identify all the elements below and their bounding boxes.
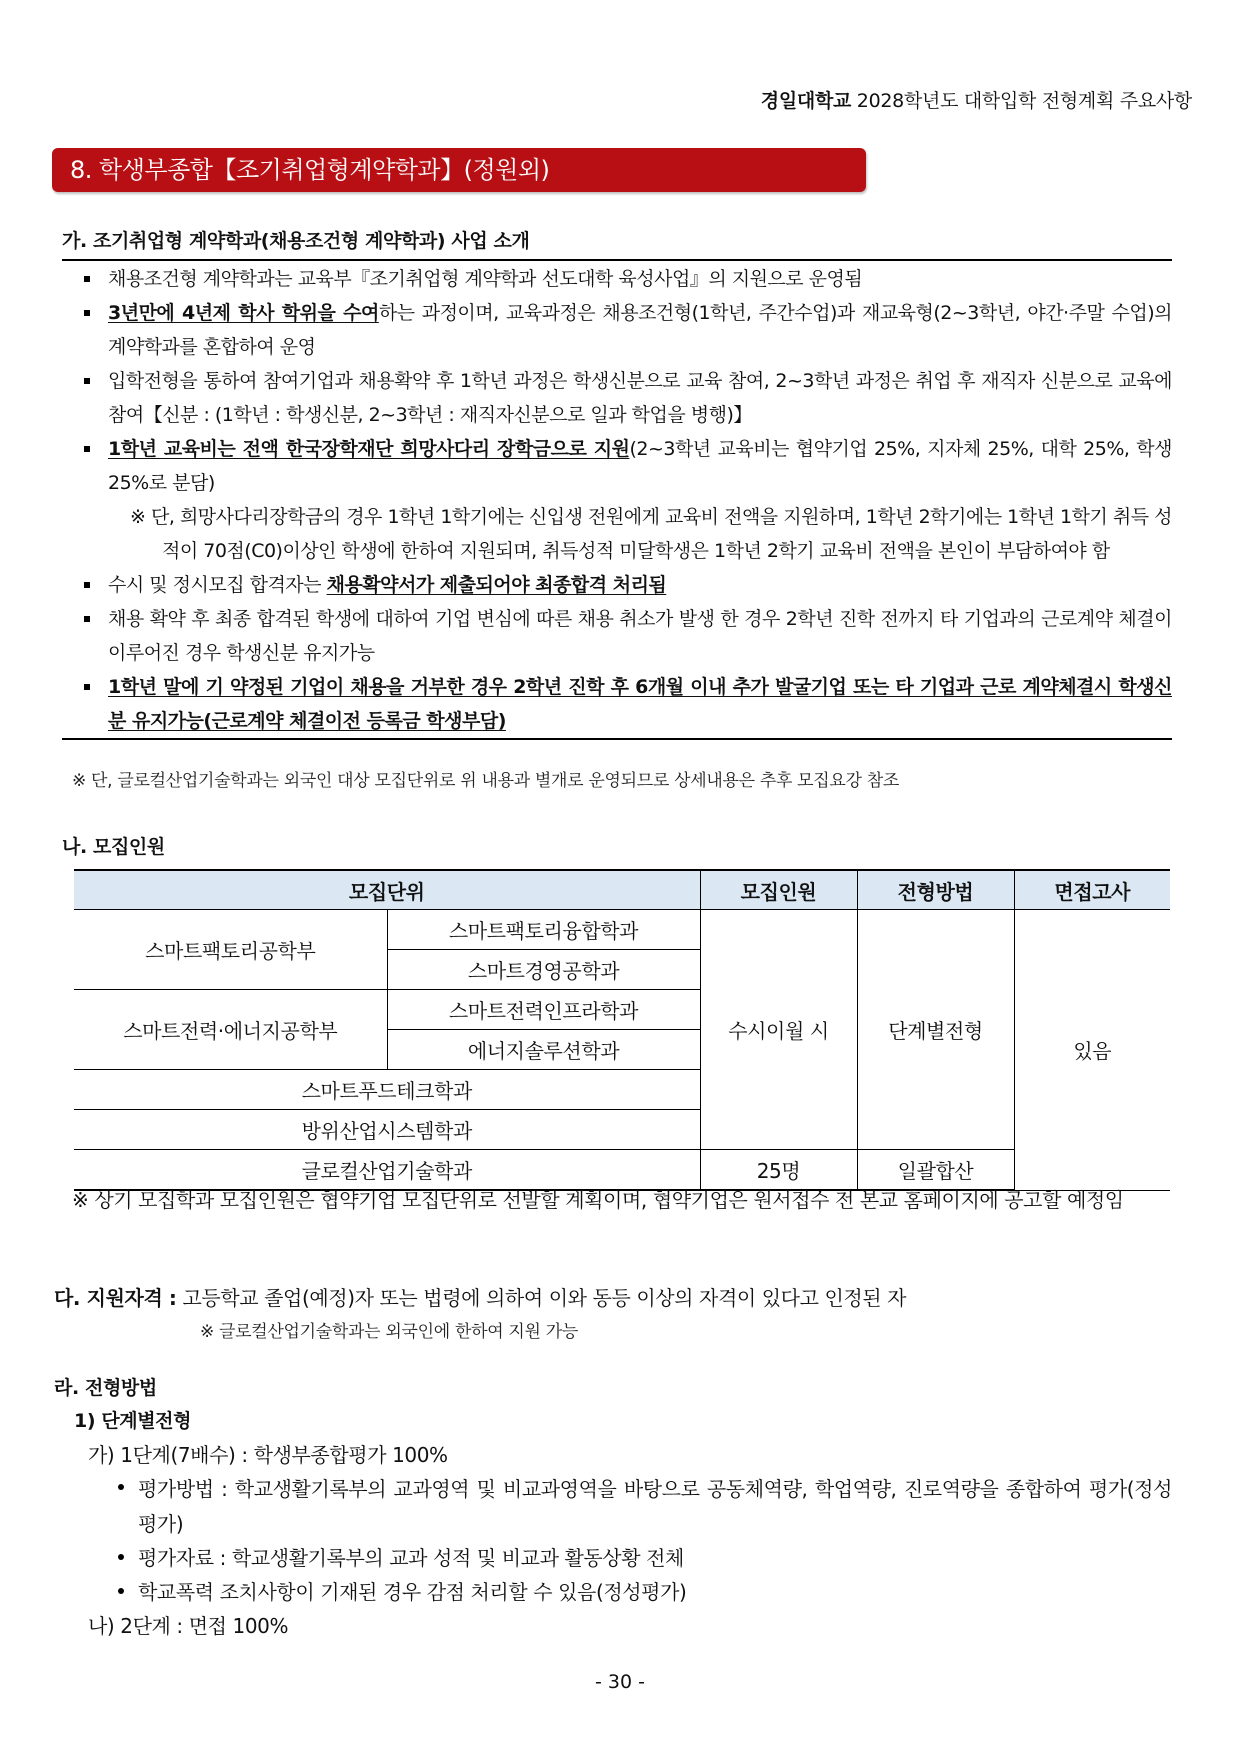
col-header-interview: 면접고사 [1014,870,1170,910]
square-bullet-icon [84,446,90,452]
bullet-text: 수시 및 정시모집 합격자는 [108,574,327,596]
qualification-text: 고등학교 졸업(예정)자 또는 법령에 의하여 이와 동등 이상의 자격이 있다고 인정된 자 [176,1286,907,1310]
bullet-text: 채용조건형 계약학과는 교육부『조기취업형 계약학과 선도대학 육성사업』의 지원으로 운영됨 [108,268,863,290]
col-header-unit: 모집단위 [74,870,700,910]
recruitment-table [74,869,1170,1191]
table-header-row [74,870,1170,910]
intro-bullet-5 [62,568,1172,602]
stage-2-line: 나) 2단계 : 면접 100% [88,1614,289,1638]
bullet-highlight: 3년만에 4년제 학사 학위을 수여 [108,302,379,324]
qualification-line [54,1282,906,1311]
qualification-label: 다. 지원자격 : [54,1286,177,1310]
col-header-method: 전형방법 [857,870,1014,910]
intro-bullet-6 [62,602,1172,670]
bullet-text: 채용 확약 후 최종 합격된 학생에 대하여 기업 변심에 따른 채용 취소가 발생 한 경우 2학년 진학 전까지 타 기업과의 근로계약 체결이 이루어진 경우 학생신분 유지가능 [108,608,1172,664]
section-a-heading: 가. 조기취업형 계약학과(채용조건형 계약학과) 사업 소개 [62,230,530,252]
bullet-highlight: 채용확약서가 제출되어야 최종합격 처리됨 [326,574,667,596]
intro-bullet-2 [62,296,1172,364]
violence-item [138,1576,686,1605]
dot-bullet-icon [118,1554,124,1560]
bullet-text: 입학전형을 통하여 참여기업과 채용확약 후 1학년 과정은 학생신분으로 교육 참여, 2~3학년 과정은 취업 후 재직자 신분으로 교육에 참여【신분 : (1학년 : 학생신분, 2~3학년 : 재직자신분으로 일과 학업을 병행)】 [108,370,1172,426]
cell-count: 25명 [700,1150,857,1191]
running-header [761,86,1192,113]
cell-department: 에너지솔루션학과 [387,1030,700,1070]
cell-interview: 있음 [1014,910,1170,1191]
bullet-highlight: 1학년 교육비는 전액 한국장학재단 희망사다리 장학금으로 지원 [108,438,630,460]
qualification-note: ※ 글로컬산업기술학과는 외국인에 한하여 지원 가능 [200,1322,579,1342]
cell-method: 일괄합산 [857,1150,1014,1191]
square-bullet-icon [84,310,90,316]
square-bullet-icon [84,582,90,588]
cell-method: 단계별전형 [857,910,1014,1150]
intro-box [62,259,1172,740]
table-row [74,910,1170,950]
stage-1-line: 가) 1단계(7배수) : 학생부종합평가 100% [88,1443,448,1467]
cell-department: 글로컬산업기술학과 [74,1150,700,1191]
eval-method-item [138,1472,1172,1542]
table-note: ※ 상기 모집학과 모집인원은 협약기업 모집단위로 선발할 계획이며, 협약기업은 원서접수 전 본교 홈페이지에 공고할 예정임 [72,1188,1124,1212]
header-title: 2028학년도 대학입학 전형계획 주요사항 [851,90,1192,112]
bullet-text: (2~3학년 교육비는 협약기업 25%, 지자체 25%, 대학 25%, 학생 25%로 분담) [108,438,1173,494]
intro-bullet-1 [62,262,1172,296]
cell-department: 스마트푸드테크학과 [74,1070,700,1110]
eval-material-item [138,1542,684,1571]
cell-faculty: 스마트전력·에너지공학부 [74,990,387,1070]
dot-bullet-icon [118,1484,124,1490]
stepwise-heading: 1) 단계별전형 [74,1410,192,1432]
scholarship-note: ※ 단, 희망사다리장학금의 경우 1학년 1학기에는 신입생 전원에게 교육비 전액을 지원하며, 1학년 2학기에는 1학년 1학기 취득 성적이 70점(C0)이상인 학생에 한하여 지원되며, 취득성적 미달학생은 1학년 2학기 교육비 전액을 본인이 부담하여야 함 [130,506,1172,562]
square-bullet-icon [84,276,90,282]
intro-bullet-3 [62,364,1172,432]
cell-faculty: 스마트팩토리공학부 [74,910,387,990]
header-school: 경일대학교 [760,90,852,112]
global-dept-note: ※ 단, 글로컬산업기술학과는 외국인 대상 모집단위로 위 내용과 별개로 운영되므로 상세내용은 추후 모집요강 참조 [72,771,900,791]
intro-bullet-4 [62,432,1172,500]
section-banner: 8. 학생부종합【조기취업형계약학과】(정원외) [52,148,866,192]
section-d-heading: 라. 전형방법 [54,1377,157,1399]
cell-department: 방위산업시스템학과 [74,1110,700,1150]
cell-department: 스마트전력인프라학과 [387,990,700,1030]
section-b-heading: 나. 모집인원 [62,836,165,858]
violence-text: 학교폭력 조치사항이 기재된 경우 감점 처리할 수 있음(정성평가) [138,1580,687,1604]
cell-count: 수시이월 시 [700,910,857,1150]
col-header-count: 모집인원 [700,870,857,910]
cell-department: 스마트경영공학과 [387,950,700,990]
cell-department: 스마트팩토리융합학과 [387,910,700,950]
bullet-text: 하는 과정이며, 교육과정은 채용조건형(1학년, 주간수업)과 재교육형(2~3학년, 야간·주말 수업)의 계약학과를 혼합하여 운영 [108,302,1172,358]
eval-material-text: 평가자료 : 학교생활기록부의 교과 성적 및 비교과 활동상황 전체 [138,1546,684,1570]
square-bullet-icon [84,616,90,622]
eval-method-text: 평가방법 : 학교생활기록부의 교과영역 및 비교과영역을 바탕으로 공동체역량, 학업역량, 진로역량을 종합하여 평가(정성평가) [138,1477,1172,1536]
intro-bullet-7 [62,670,1172,738]
square-bullet-icon [84,378,90,384]
dot-bullet-icon [118,1588,124,1594]
square-bullet-icon [84,684,90,690]
bullet-highlight: 1학년 말에 기 약정된 기업이 채용을 거부한 경우 2학년 진학 후 6개월 이내 추가 발굴기업 또는 타 기업과 근로 계약체결시 학생신분 유지가능(근로계약 체결이전 등록금 학생부담) [108,676,1172,732]
page-number: - 30 - [595,1671,645,1693]
